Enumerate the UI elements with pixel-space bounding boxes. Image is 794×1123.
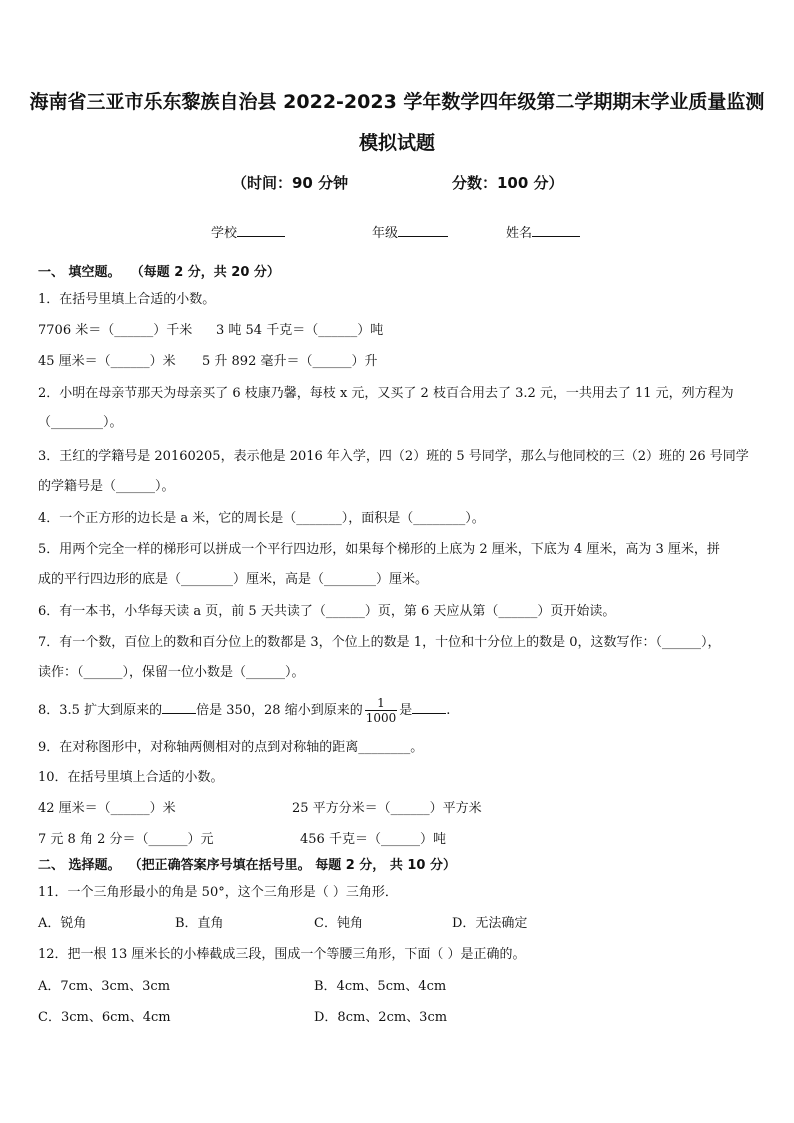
q1-item-a: 7706 米＝（______）千米 xyxy=(38,323,193,338)
q1-stem: 1．在括号里填上合适的小数。 xyxy=(38,292,216,307)
q11-option-c[interactable]: C．钝角 xyxy=(314,916,363,931)
q8-part4: . xyxy=(446,703,451,718)
q1-item-d: 5 升 892 毫升＝（______）升 xyxy=(202,354,378,369)
grade-blank[interactable] xyxy=(398,236,448,237)
school-label: 学校 xyxy=(211,226,238,241)
q4: 4．一个正方形的边长是 a 米，它的周长是（_______），面积是（________）。 xyxy=(38,511,485,526)
time-limit: （时间：90 分钟 xyxy=(232,174,349,192)
exam-title-line1: 海南省三亚市乐东黎族自治县 2022-2023 学年数学四年级第二学期期末学业质量监测 xyxy=(29,91,765,113)
section1-heading: 一、 填空题。 xyxy=(38,265,121,280)
q12-stem: 12．把一根 13 厘米长的小棒截成三段，围成一个等腰三角形，下面（ ）是正确的。 xyxy=(38,947,526,962)
q8-blank1[interactable] xyxy=(162,713,196,714)
q6: 6．有一本书，小华每天读 a 页，前 5 天共读了（______）页，第 6 天应从第（______）页开始读。 xyxy=(38,604,616,619)
q12-option-b[interactable]: B．4cm、5cm、4cm xyxy=(314,979,447,994)
section1-header xyxy=(38,264,280,282)
q12-option-c[interactable]: C．3cm、6cm、4cm xyxy=(38,1010,171,1025)
q8 xyxy=(38,694,450,728)
q12-option-a[interactable]: A．7cm、3cm、3cm xyxy=(38,979,171,994)
grade-label: 年级 xyxy=(372,226,399,241)
q11-option-a[interactable]: A．锐角 xyxy=(38,916,87,931)
school-field[interactable] xyxy=(211,222,285,241)
q5-line1: 5．用两个完全一样的梯形可以拼成一个平行四边形，如果每个梯形的上底为 2 厘米，下底为 4 厘米，高为 3 厘米，拼 xyxy=(38,542,720,557)
grade-field[interactable] xyxy=(372,222,448,241)
section2-note: （把正确答案序号填在括号里。 每题 2 分， 共 10 分） xyxy=(128,858,456,873)
exam-title-line2: 模拟试题 xyxy=(358,132,435,154)
q12-option-d[interactable]: D．8cm、2cm、3cm xyxy=(314,1010,448,1025)
q11-option-b[interactable]: B．直角 xyxy=(175,916,224,931)
name-field[interactable] xyxy=(506,222,580,241)
q11-option-d[interactable]: D．无法确定 xyxy=(452,916,528,931)
q3-line2: 的学籍号是（______）。 xyxy=(38,479,175,494)
q10-item-b: 25 平方分米＝（______）平方米 xyxy=(292,801,482,816)
q1-item-b: 3 吨 54 千克＝（______）吨 xyxy=(216,323,384,338)
q10-item-c: 7 元 8 角 2 分＝（______）元 xyxy=(38,832,214,847)
q3-line1: 3．王红的学籍号是 20160205，表示他是 2016 年入学，四（2）班的 5 号同学，那么与他同校的三（2）班的 26 号同学 xyxy=(38,449,749,464)
q10-item-d: 456 千克＝（______）吨 xyxy=(300,832,446,847)
q2-line1: 2．小明在母亲节那天为母亲买了 6 枝康乃馨，每枝 x 元，又买了 2 枝百合用去了 3.2 元，一共用去了 11 元，列方程为 xyxy=(38,386,734,401)
section1-note: （每题 2 分，共 20 分） xyxy=(130,265,280,280)
q7-line2: 读作：（______），保留一位小数是（______）。 xyxy=(38,665,305,680)
q8-part1: 8．3.5 扩大到原来的 xyxy=(38,703,163,718)
q8-frac-num: 1 xyxy=(365,696,398,711)
section2-header xyxy=(38,857,456,875)
q5-line2: 成的平行四边形的底是（________）厘米，高是（________）厘米。 xyxy=(38,572,429,587)
q7-line1: 7．有一个数，百位上的数和百分位上的数都是 3，个位上的数是 1，十位和十分位上的数是 0，这数写作：（______）， xyxy=(38,635,721,650)
name-label: 姓名 xyxy=(506,226,533,241)
total-score: 分数：100 分） xyxy=(452,174,564,192)
q8-fraction xyxy=(365,696,398,725)
q8-part2: 倍是 350，28 缩小到原来的 xyxy=(196,703,363,718)
q11-stem: 11．一个三角形最小的角是 50°，这个三角形是（ ）三角形． xyxy=(38,885,398,900)
school-blank[interactable] xyxy=(237,236,285,237)
name-blank[interactable] xyxy=(532,236,580,237)
q9: 9．在对称图形中，对称轴两侧相对的点到对称轴的距离________。 xyxy=(38,740,424,755)
section2-heading: 二、 选择题。 xyxy=(38,858,121,873)
q8-frac-den: 1000 xyxy=(365,711,397,725)
q8-part3: 是 xyxy=(399,703,413,718)
q2-line2: （________）。 xyxy=(38,415,123,430)
q10-item-a: 42 厘米＝（______）米 xyxy=(38,801,176,816)
q10-stem: 10．在括号里填上合适的小数。 xyxy=(38,770,224,785)
q1-item-c: 45 厘米＝（______）米 xyxy=(38,354,176,369)
q8-blank2[interactable] xyxy=(412,713,446,714)
